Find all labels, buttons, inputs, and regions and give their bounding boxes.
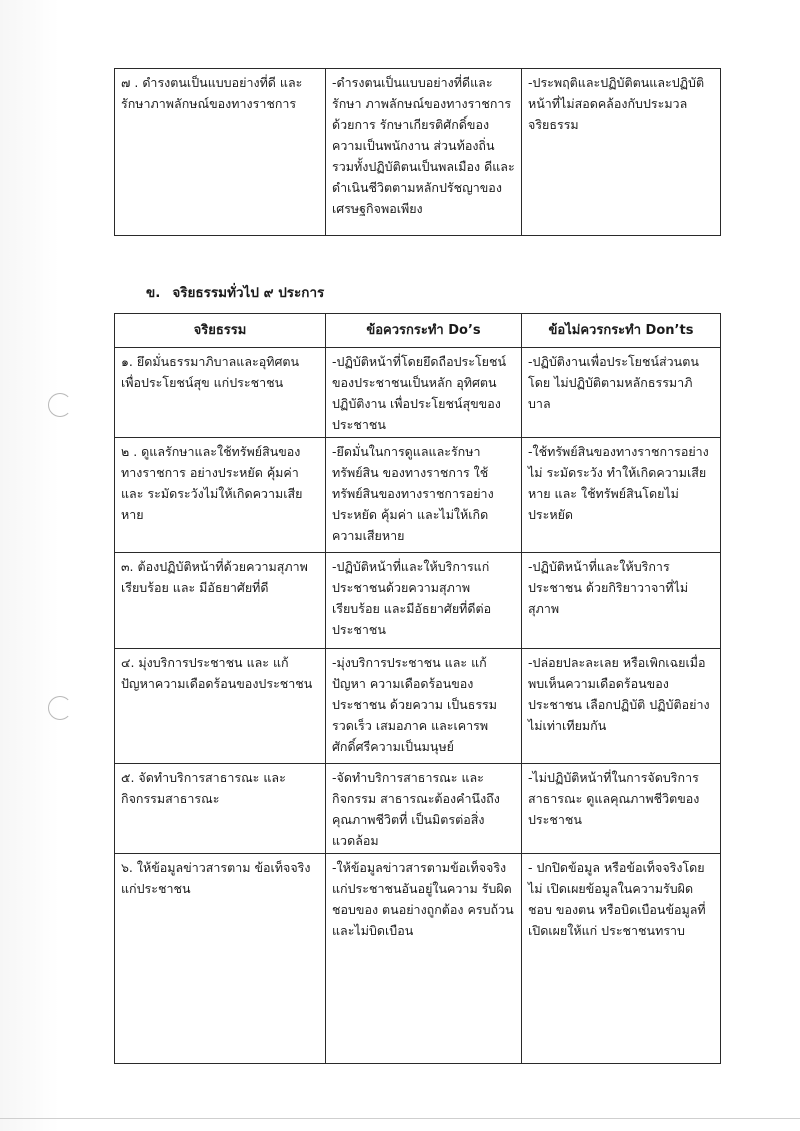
table-row — [115, 764, 721, 854]
ethic-cell: ๖. ให้ข้อมูลข่าวสารตาม ข้อเท็จจริงแก่ประชาชน — [115, 854, 326, 1064]
ethic-cell: ๑. ยึดมั่นธรรมาภิบาลและอุทิศตนเพื่อประโยชน์สุข แก่ประชาชน — [115, 348, 326, 438]
table-row — [115, 553, 721, 649]
ethic-cell: ๗ . ดำรงตนเป็นแบบอย่างที่ดี และรักษาภาพลักษณ์ของทางราชการ — [115, 69, 326, 236]
donts-cell: -ปฏิบัติงานเพื่อประโยชน์ส่วนตนโดย ไม่ปฏิบัติตามหลักธรรมาภิบาล — [522, 348, 721, 438]
table-row — [115, 854, 721, 1064]
table-header-row — [115, 314, 721, 348]
donts-cell: -ปล่อยปละละเลย หรือเพิกเฉยเมื่อพบเห็นความเดือดร้อนของ ประชาชน เลือกปฏิบัติ ปฏิบัติอย่างไม่เท่าเทียมกัน — [522, 649, 721, 764]
donts-cell: -ประพฤติและปฏิบัติตนและปฏิบัติหน้าที่ไม่สอดคล้องกับประมวลจริยธรรม — [522, 69, 721, 236]
ethic-cell: ๓. ต้องปฏิบัติหน้าที่ด้วยความสุภาพเรียบร้อย และ มีอัธยาศัยที่ดี — [115, 553, 326, 649]
section-title: จริยธรรมทั่วไป ๙ ประการ — [172, 285, 325, 301]
donts-cell: -ปฏิบัติหน้าที่และให้บริการ ประชาชน ด้วยกิริยาวาจาที่ไม่สุภาพ — [522, 553, 721, 649]
table-row — [115, 649, 721, 764]
ethics-table — [114, 313, 721, 1064]
section-heading — [146, 281, 324, 303]
ethic-cell: ๔. มุ่งบริการประชาชน และ แก้ปัญหาความเดือดร้อนของประชาชน — [115, 649, 326, 764]
ethics-table-continued — [114, 68, 721, 236]
header-dos: ข้อควรกระทำ Do’s — [326, 314, 522, 348]
ethic-cell: ๒ . ดูแลรักษาและใช้ทรัพย์สินของทางราชการ อย่างประหยัด คุ้มค่า และ ระมัดระวังไม่ให้เกิดความเสียหาย — [115, 438, 326, 553]
punch-hole-top — [48, 393, 72, 417]
header-ethic: จริยธรรม — [115, 314, 326, 348]
page-bottom-edge — [0, 1118, 800, 1119]
table-row — [115, 69, 721, 236]
table-row — [115, 438, 721, 553]
donts-cell: -ใช้ทรัพย์สินของทางราชการอย่าง ไม่ ระมัดระวัง ทำให้เกิดความเสียหาย และ ใช้ทรัพย์สินโดยไม่ประหยัด — [522, 438, 721, 553]
dos-cell: -ปฏิบัติหน้าที่โดยยึดถือประโยชน์ของประชาชนเป็นหลัก อุทิศตนปฏิบัติงาน เพื่อประโยชน์สุขของประชาชน — [326, 348, 522, 438]
donts-cell: -ไม่ปฏิบัติหน้าที่ในการจัดบริการ สาธารณะ ดูแลคุณภาพชีวิตของ ประชาชน — [522, 764, 721, 854]
dos-cell: -ดำรงตนเป็นแบบอย่างที่ดีและรักษา ภาพลักษณ์ของทางราชการ ด้วยการ รักษาเกียรติศักดิ์ของความเป็นพนักงาน ส่วนท้องถิ่น รวมทั้งปฏิบัติตนเป็นพลเมือง ดีและดำเนินชีวิตตามหลักปรัชญาของ เศรษฐกิจพอเพียง — [326, 69, 522, 236]
dos-cell: -จัดทำบริการสาธารณะ และ กิจกรรม สาธารณะต้องคำนึงถึง คุณภาพชีวิตที่ เป็นมิตรต่อสิ่งแวดล้อม — [326, 764, 522, 854]
section-marker: ข. — [146, 285, 161, 301]
dos-cell: -ให้ข้อมูลข่าวสารตามข้อเท็จจริง แก่ประชาชนอันอยู่ในความ รับผิดชอบของ ตนอย่างถูกต้อง ครบถ้วนและไม่บิดเบือน — [326, 854, 522, 1064]
dos-cell: -ยึดมั่นในการดูแลและรักษา ทรัพย์สิน ของทางราชการ ใช้ทรัพย์สินของทางราชการอย่าง ประหยัด คุ้มค่า และไม่ให้เกิดความเสียหาย — [326, 438, 522, 553]
punch-hole-bottom — [48, 696, 72, 720]
scan-edge-shadow — [0, 0, 60, 1131]
ethic-cell: ๕. จัดทำบริการสาธารณะ และ กิจกรรมสาธารณะ — [115, 764, 326, 854]
dos-cell: -ปฏิบัติหน้าที่และให้บริการแก่ประชาชนด้วยความสุภาพ เรียบร้อย และมีอัธยาศัยที่ดีต่อประชาชน — [326, 553, 522, 649]
dos-cell: -มุ่งบริการประชาชน และ แก้ปัญหา ความเดือดร้อนของประชาชน ด้วยความ เป็นธรรม รวดเร็ว เสมอภาค และเคารพศักดิ์ศรีความเป็นมนุษย์ — [326, 649, 522, 764]
donts-cell: - ปกปิดข้อมูล หรือข้อเท็จจริงโดย ไม่ เปิดเผยข้อมูลในความรับผิดชอบ ของตน หรือบิดเบือนข้อมูลที่ เปิดเผยให้แก่ ประชาชนทราบ — [522, 854, 721, 1064]
header-donts: ข้อไม่ควรกระทำ Don’ts — [522, 314, 721, 348]
table-row — [115, 348, 721, 438]
